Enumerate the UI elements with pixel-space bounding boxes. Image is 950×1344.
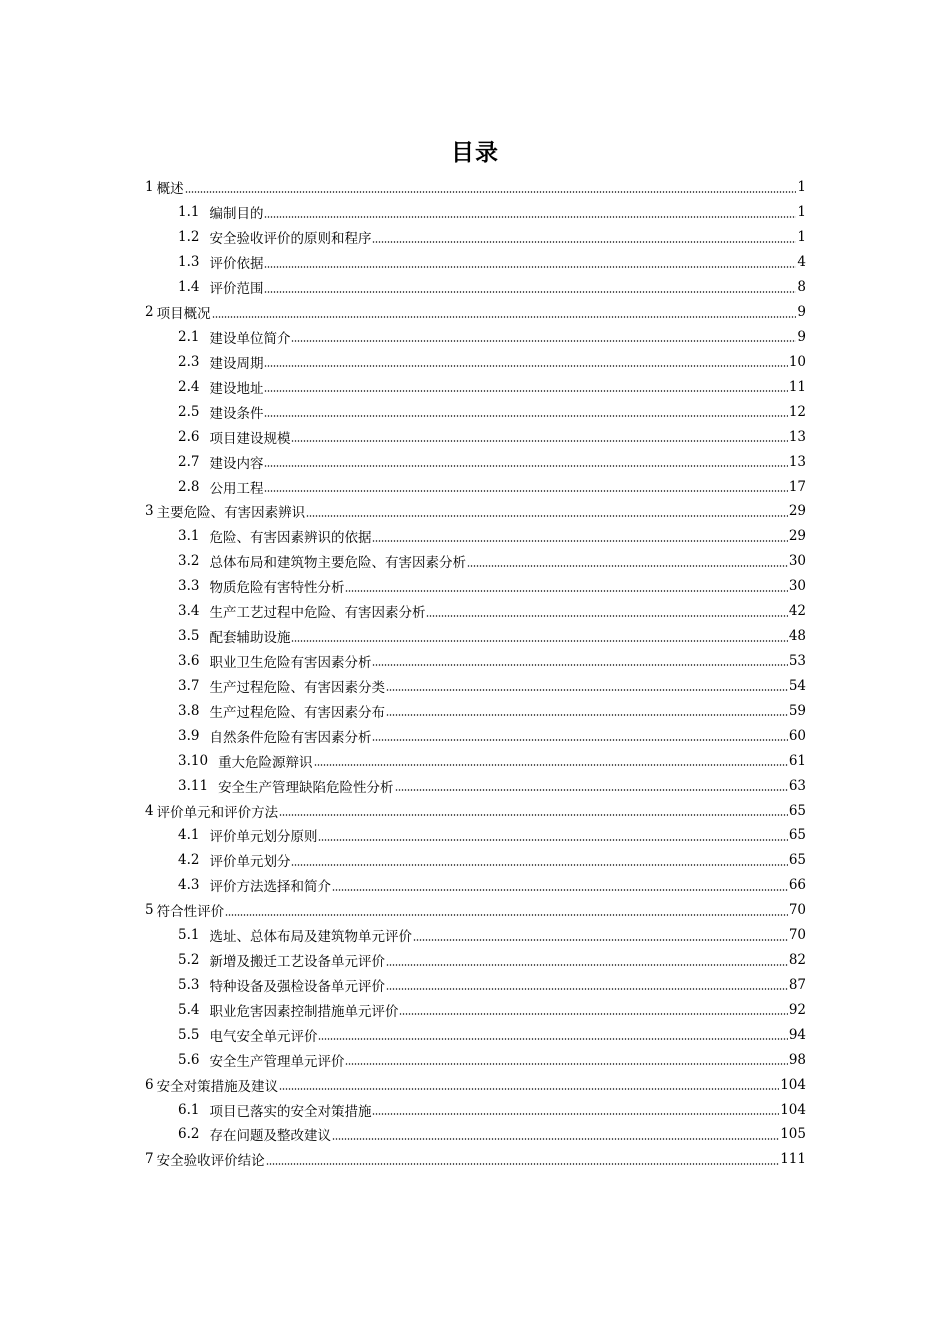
toc-entry-number: 3.5 [178,628,200,645]
toc-entry-number: 2.6 [178,428,200,445]
dot-leader [395,789,788,791]
toc-section-entry[interactable] [0,549,950,574]
toc-entry-number: 3.4 [178,603,200,620]
toc-section-entry[interactable] [0,698,950,723]
toc-entry-page-number: 60 [788,727,806,744]
dot-leader [345,1063,787,1065]
toc-entry-page-number: 29 [788,528,806,545]
toc-section-entry[interactable] [0,225,950,250]
toc-section-entry[interactable] [0,250,950,275]
toc-entry-label: 特种设备及强检设备单元评价 [209,978,385,995]
toc-entry-label: 物质危险有害特性分析 [209,580,345,597]
dot-leader [345,590,787,592]
dot-leader [386,689,788,691]
toc-entry-label: 评价依据 [209,256,264,273]
toc-entry-label: 生产过程危险、有害因素分类 [209,679,385,696]
toc-entry-label: 项目概况 [156,306,211,323]
toc-entry-page-number: 105 [780,1126,806,1143]
toc-entry-label: 安全验收评价结论 [156,1153,265,1170]
toc-section-entry[interactable] [0,1047,950,1072]
toc-chapter-entry[interactable] [0,898,950,923]
toc-entry-number: 3.3 [178,578,200,595]
dot-leader [318,839,787,841]
toc-entry-label: 主要危险、有害因素辨识 [156,505,306,522]
toc-entry-number: 3 [145,503,154,520]
toc-section-entry[interactable] [0,474,950,499]
toc-entry-number: 1.1 [178,204,200,221]
toc-entry-number: 4 [145,802,154,819]
toc-section-entry[interactable] [0,1022,950,1047]
toc-entry-label: 建设条件 [209,405,264,422]
toc-entry-page-number: 9 [797,328,806,345]
toc-entry-page-number: 65 [788,802,806,819]
dot-leader [332,889,788,891]
toc-entry-label: 新增及搬迁工艺设备单元评价 [209,954,385,971]
toc-entry-page-number: 104 [780,1101,806,1118]
toc-entry-page-number: 59 [788,702,806,719]
toc-entry-page-number: 42 [788,603,806,620]
toc-section-entry[interactable] [0,599,950,624]
toc-entry-label: 总体布局和建筑物主要危险、有害因素分析 [209,555,466,572]
toc-entry-number: 2 [145,304,154,321]
toc-entry-number: 5.1 [178,927,200,944]
dot-leader [372,664,787,666]
toc-entry-page-number: 65 [788,827,806,844]
toc-entry-label: 自然条件危险有害因素分析 [209,729,372,746]
dot-leader [185,191,797,193]
toc-entry-number: 5.3 [178,976,200,993]
dot-leader [291,440,787,442]
toc-section-entry[interactable] [0,848,950,873]
toc-section-entry[interactable] [0,823,950,848]
toc-chapter-entry[interactable] [0,300,950,325]
toc-entry-label: 编制目的 [209,206,264,223]
dot-leader [372,1113,779,1115]
toc-entry-number: 7 [145,1151,154,1168]
dot-leader [291,640,787,642]
toc-entry-number: 5.5 [178,1026,200,1043]
toc-entry-page-number: 92 [788,1001,806,1018]
toc-entry-number: 3.10 [178,752,209,769]
toc-entry-label: 安全验收评价的原则和程序 [209,231,372,248]
toc-entry-number: 4.3 [178,877,200,894]
toc-entry-page-number: 11 [788,378,806,395]
toc-entry-number: 4.2 [178,852,200,869]
dot-leader [467,565,788,567]
dot-leader [264,291,796,293]
toc-entry-page-number: 63 [788,777,806,794]
toc-entry-number: 2.4 [178,378,200,395]
toc-entry-label: 建设地址 [209,380,264,397]
toc-entry-number: 3.8 [178,702,200,719]
toc-entry-label: 安全对策措施及建议 [156,1078,279,1095]
dot-leader [372,241,796,243]
toc-entry-label: 重大危险源辩识 [218,754,313,771]
toc-entry-number: 3.9 [178,727,200,744]
toc-entry-page-number: 30 [788,553,806,570]
toc-section-entry[interactable] [0,948,950,973]
toc-entry-number: 5.6 [178,1051,200,1068]
dot-leader [291,340,796,342]
toc-entry-number: 3.7 [178,677,200,694]
dot-leader [264,365,787,367]
toc-entry-page-number: 8 [797,279,806,296]
toc-entry-page-number: 82 [788,952,806,969]
toc-entry-number: 3.11 [178,777,209,794]
toc-section-entry[interactable] [0,325,950,350]
page-title: 目录 [451,140,499,166]
toc-entry-number: 1.3 [178,254,200,271]
toc-section-entry[interactable] [0,973,950,998]
toc-section-entry[interactable] [0,673,950,698]
toc-chapter-entry[interactable] [0,499,950,524]
toc-entry-label: 公用工程 [209,480,264,497]
toc-entry-page-number: 1 [797,204,806,221]
toc-entry-label: 项目已落实的安全对策措施 [209,1103,372,1120]
toc-entry-page-number: 30 [788,578,806,595]
toc-entry-label: 配套辅助设施 [209,630,291,647]
dot-leader [225,914,788,916]
toc-entry-number: 2.3 [178,353,200,370]
toc-section-entry[interactable] [0,649,950,674]
dot-leader [399,1013,787,1015]
dot-leader [212,316,797,318]
toc-entry-page-number: 17 [788,478,806,495]
toc-entry-page-number: 29 [788,503,806,520]
toc-entry-number: 5.2 [178,952,200,969]
dot-leader [372,540,787,542]
dot-leader [264,415,787,417]
toc-entry-number: 1.2 [178,229,200,246]
toc-section-entry[interactable] [0,1122,950,1147]
toc-entry-page-number: 9 [797,304,806,321]
toc-section-entry[interactable] [0,449,950,474]
table-of-contents [0,175,950,1172]
toc-section-entry[interactable] [0,374,950,399]
toc-entry-page-number: 10 [788,353,806,370]
toc-entry-label: 建设周期 [209,355,264,372]
dot-leader [264,216,796,218]
toc-section-entry[interactable] [0,723,950,748]
dot-leader [291,864,787,866]
dot-leader [306,515,788,517]
toc-entry-label: 评价方法选择和简介 [209,879,331,896]
toc-entry-number: 2.8 [178,478,200,495]
dot-leader [386,964,788,966]
toc-section-entry[interactable] [0,923,950,948]
dot-leader [386,988,788,990]
toc-section-entry[interactable] [0,997,950,1022]
toc-entry-number: 6.2 [178,1126,200,1143]
toc-entry-label: 选址、总体布局及建筑物单元评价 [209,929,412,946]
toc-entry-label: 建设单位简介 [209,330,291,347]
toc-entry-number: 3.2 [178,553,200,570]
dot-leader [264,490,787,492]
dot-leader [314,764,788,766]
toc-entry-label: 电气安全单元评价 [209,1028,318,1045]
toc-entry-number: 2.7 [178,453,200,470]
toc-entry-page-number: 70 [788,927,806,944]
toc-entry-label: 职业卫生危险有害因素分析 [209,654,372,671]
toc-section-entry[interactable] [0,624,950,649]
toc-entry-label: 评价范围 [209,281,264,298]
toc-entry-label: 安全生产管理单元评价 [209,1053,345,1070]
dot-leader [332,1138,779,1140]
toc-entry-page-number: 98 [788,1051,806,1068]
toc-chapter-entry[interactable] [0,1072,950,1097]
toc-section-entry[interactable] [0,424,950,449]
toc-entry-page-number: 48 [788,628,806,645]
toc-entry-number: 5.4 [178,1001,200,1018]
toc-chapter-entry[interactable] [0,798,950,823]
toc-entry-page-number: 13 [788,453,806,470]
toc-entry-label: 安全生产管理缺陷危险性分析 [218,779,394,796]
toc-entry-label: 建设内容 [209,455,264,472]
toc-chapter-entry[interactable] [0,175,950,200]
toc-entry-number: 6.1 [178,1101,200,1118]
toc-entry-page-number: 87 [788,976,806,993]
toc-entry-number: 1 [145,179,154,196]
toc-entry-page-number: 66 [788,877,806,894]
toc-entry-label: 评价单元和评价方法 [156,804,279,821]
toc-entry-label: 概述 [156,181,184,198]
toc-entry-number: 6 [145,1076,154,1093]
toc-entry-page-number: 1 [797,229,806,246]
toc-entry-number: 2.5 [178,403,200,420]
toc-section-entry[interactable] [0,748,950,773]
dot-leader [264,390,787,392]
toc-entry-page-number: 65 [788,852,806,869]
toc-section-entry[interactable] [0,1097,950,1122]
toc-section-entry[interactable] [0,349,950,374]
toc-section-entry[interactable] [0,275,950,300]
toc-entry-label: 生产工艺过程中危险、有害因素分析 [209,605,426,622]
toc-entry-label: 评价单元划分 [209,854,291,871]
toc-entry-label: 评价单元划分原则 [209,829,318,846]
toc-entry-page-number: 61 [788,752,806,769]
toc-section-entry[interactable] [0,574,950,599]
toc-entry-page-number: 111 [780,1151,806,1168]
dot-leader [264,465,787,467]
toc-entry-page-number: 94 [788,1026,806,1043]
toc-entry-number: 4.1 [178,827,200,844]
toc-chapter-entry[interactable] [0,1147,950,1172]
dot-leader [266,1163,780,1165]
toc-section-entry[interactable] [0,524,950,549]
toc-entry-page-number: 53 [788,652,806,669]
dot-leader [372,739,787,741]
dot-leader [318,1038,787,1040]
toc-entry-label: 生产过程危险、有害因素分布 [209,704,385,721]
toc-entry-page-number: 104 [780,1076,806,1093]
dot-leader [413,939,788,941]
toc-entry-page-number: 4 [797,254,806,271]
toc-entry-label: 危险、有害因素辨识的依据 [209,530,372,547]
dot-leader [279,814,788,816]
toc-section-entry[interactable] [0,773,950,798]
toc-section-entry[interactable] [0,873,950,898]
toc-section-entry[interactable] [0,399,950,424]
toc-entry-label: 符合性评价 [156,904,225,921]
toc-entry-page-number: 54 [788,677,806,694]
toc-entry-label: 项目建设规模 [209,430,291,447]
toc-entry-number: 2.1 [178,328,200,345]
toc-entry-page-number: 1 [797,179,806,196]
toc-entry-number: 3.1 [178,528,200,545]
toc-section-entry[interactable] [0,200,950,225]
dot-leader [264,266,796,268]
toc-entry-page-number: 13 [788,428,806,445]
dot-leader [279,1088,779,1090]
toc-entry-number: 5 [145,902,154,919]
toc-entry-number: 1.4 [178,279,200,296]
dot-leader [386,714,788,716]
dot-leader [426,615,787,617]
toc-entry-number: 3.6 [178,652,200,669]
toc-entry-label: 存在问题及整改建议 [209,1128,331,1145]
toc-entry-page-number: 70 [788,902,806,919]
toc-entry-page-number: 12 [788,403,806,420]
toc-entry-label: 职业危害因素控制措施单元评价 [209,1003,399,1020]
